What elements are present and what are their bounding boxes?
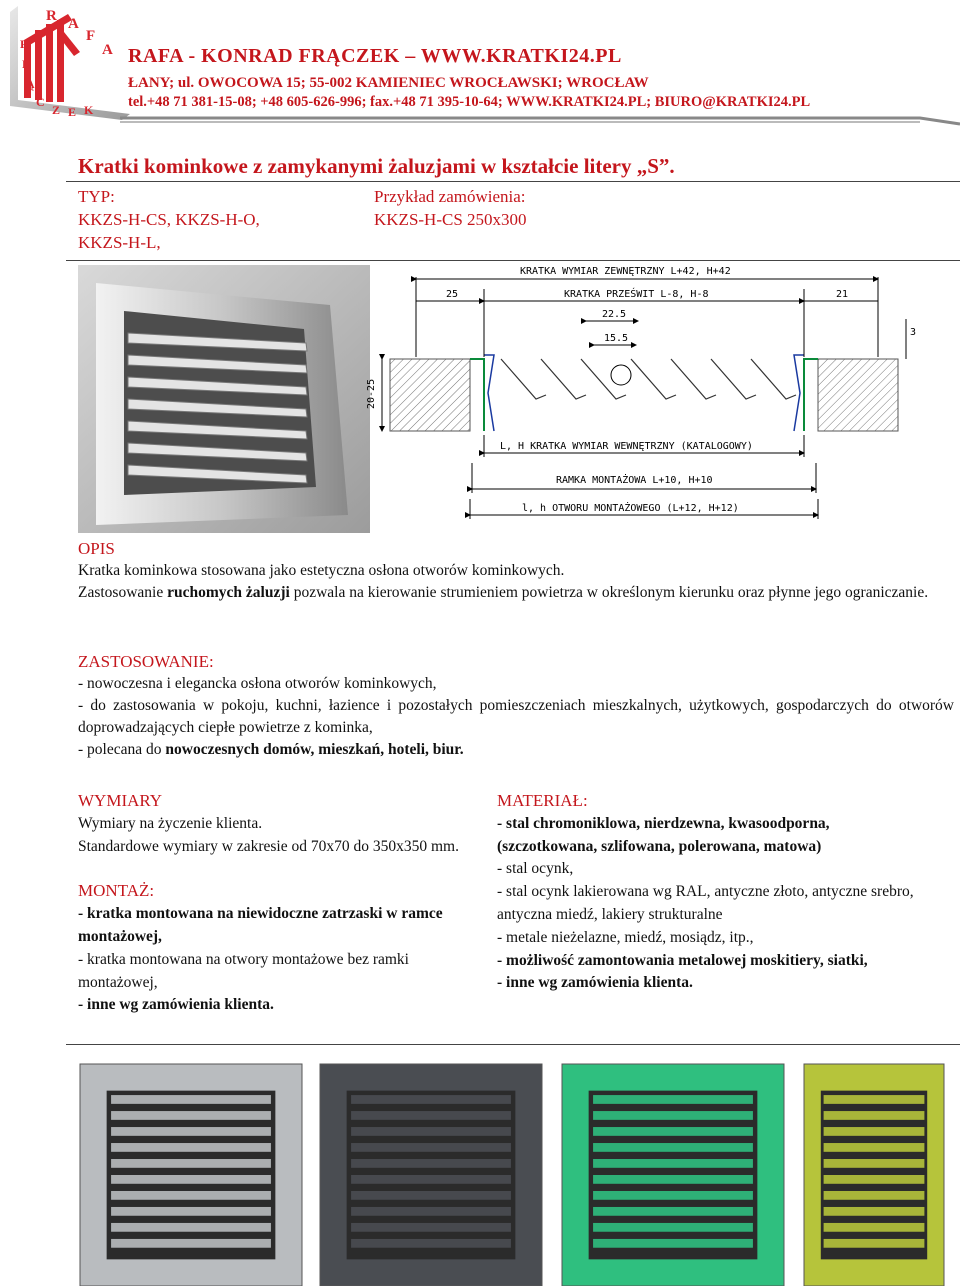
left-column	[78, 790, 478, 1017]
thumb-slat	[111, 1207, 271, 1216]
thumb-slat	[351, 1191, 511, 1200]
zastosowanie-item3	[78, 739, 954, 761]
thumb-slat	[351, 1143, 511, 1152]
wymiary-line1: Wymiary na życzenie klienta.	[78, 814, 263, 832]
thumb-slat	[824, 1223, 925, 1232]
dim-opening: l, h OTWORU MONTAŻOWEGO (L+12, H+12)	[522, 503, 739, 514]
company-address: ŁANY; ul. OWOCOWA 15; 55-002 KAMIENIEC WROCŁAWSKI; WROCŁAW	[128, 75, 649, 91]
type-label: TYP:	[78, 187, 115, 206]
thumb-slat	[111, 1159, 271, 1168]
thumb-slat	[593, 1159, 753, 1168]
bottom-rule	[66, 1044, 960, 1045]
dim-clear: KRATKA PRZEŚWIT L-8, H-8	[564, 289, 709, 300]
dim-22-5: 22.5	[602, 309, 627, 320]
dim-15-5: 15.5	[604, 333, 629, 344]
page-title: Kratki kominkowe z zamykanymi żaluzjami w kształcie litery „S”.	[78, 154, 675, 178]
svg-text:F: F	[86, 28, 96, 44]
svg-text:E: E	[68, 105, 77, 119]
thumb-slat	[111, 1095, 271, 1104]
technical-drawing	[366, 259, 924, 537]
thumb-slat	[593, 1143, 753, 1152]
svg-text:A: A	[102, 42, 113, 58]
thumb-slat	[824, 1207, 925, 1216]
thumb-slat	[824, 1191, 925, 1200]
title-rule	[66, 181, 960, 182]
thumb-slat	[593, 1191, 753, 1200]
material-item2: - stal ocynk,	[497, 860, 574, 878]
dim-inner: L, H KRATKA WYMIAR WEWNĘTRZNY (KATALOGOWY)	[500, 441, 753, 452]
product-photo	[78, 265, 370, 533]
zastosowanie-item3-b: nowoczesnych domów, mieszkań, hoteli, biur.	[165, 741, 464, 758]
wymiary-line2: Standardowe wymiary w zakresie od 70x70 do 350x350 mm.	[78, 837, 459, 855]
dim-20-25: 20-25	[366, 378, 377, 409]
company-contact: tel.+48 71 381-15-08; +48 605-626-996; fax.+48 71 395-10-64; WWW.KRATKI24.PL; BIURO@KRATKI24.PL	[128, 94, 811, 110]
thumb-slat	[111, 1191, 271, 1200]
thumb-slat	[824, 1239, 925, 1248]
thumb-slat	[351, 1095, 511, 1104]
thumb-slat	[111, 1111, 271, 1120]
material-item5: - możliwość zamontowania metalowej moskitiery, siatki,	[497, 951, 868, 969]
svg-text:K: K	[84, 103, 94, 117]
dim-25: 25	[446, 289, 459, 300]
thumb-slat	[824, 1095, 925, 1104]
order-example: KKZS-H-CS 250x300	[374, 210, 527, 229]
order-label: Przykład zamówienia:	[374, 187, 526, 206]
wymiary-title: WYMIARY	[78, 791, 163, 810]
thumb-slat	[593, 1175, 753, 1184]
thumb-slat	[593, 1127, 753, 1136]
type-block	[78, 185, 260, 254]
thumb-slat	[351, 1223, 511, 1232]
opis-p2-b: ruchomych żaluzji	[167, 584, 290, 601]
thumb-slat	[351, 1239, 511, 1248]
thumb-slat	[351, 1111, 511, 1120]
montaz-title: MONTAŻ:	[78, 881, 155, 901]
svg-text:Ą: Ą	[26, 77, 35, 91]
thumb-slat	[111, 1143, 271, 1152]
thumb-slat	[593, 1111, 753, 1120]
zastosowanie-title: ZASTOSOWANIE:	[78, 652, 214, 671]
zastosowanie-item1: - nowoczesna i elegancka osłona otworów kominkowych,	[78, 675, 437, 692]
dim-frame: RAMKA MONTAŻOWA L+10, H+10	[556, 475, 713, 486]
thumb-slat	[593, 1095, 753, 1104]
thumb-slat	[593, 1207, 753, 1216]
dim-3: 3	[910, 327, 917, 338]
thumb-slat	[111, 1239, 271, 1248]
order-block	[374, 185, 527, 231]
montaz-item2: - kratka montowana na otwory montażowe bez ramki montażowej,	[78, 950, 409, 991]
thumb-slat	[111, 1223, 271, 1232]
thumb-green	[562, 1064, 784, 1286]
logo-icon	[2, 2, 142, 120]
right-column	[497, 790, 927, 995]
company-name: RAFA - KONRAD FRĄCZEK – WWW.KRATKI24.PL	[128, 45, 622, 67]
thumb-slat	[111, 1175, 271, 1184]
dim-21: 21	[836, 289, 849, 300]
montaz-item3: - inne wg zamówienia klienta.	[78, 996, 274, 1014]
thumb-slat	[111, 1127, 271, 1136]
thumb-slat	[351, 1127, 511, 1136]
opis-p2-c: pozwala na kierowanie strumieniem powietrza w określonym kierunku oraz płynne jego ograniczanie.	[289, 584, 929, 601]
zastosowanie-section	[78, 651, 954, 761]
thumb-slat	[593, 1223, 753, 1232]
svg-text:R: R	[46, 8, 57, 24]
zastosowanie-item3-a: - polecana do	[78, 741, 166, 758]
header-underline	[120, 114, 960, 128]
material-item1: - stal chromoniklowa, nierdzewna, kwasoodporna, (szczotkowana, szlifowana, polerowana, matowa)	[497, 814, 830, 855]
thumb-slat	[824, 1111, 925, 1120]
thumb-slat	[351, 1175, 511, 1184]
opis-title: OPIS	[78, 539, 115, 558]
svg-text:R: R	[22, 57, 31, 71]
type-line2: KKZS-H-L,	[78, 233, 161, 252]
svg-text:Z: Z	[52, 103, 61, 117]
material-title: MATERIAŁ:	[497, 791, 588, 810]
material-item4: - metale nieżelazne, miedź, mosiądz, itp.,	[497, 928, 754, 946]
thumb-slat	[824, 1159, 925, 1168]
type-line1: KKZS-H-CS, KKZS-H-O,	[78, 210, 260, 229]
thumb-stainless	[80, 1064, 302, 1286]
svg-text:A: A	[68, 16, 79, 32]
thumb-antique-silver	[320, 1064, 542, 1286]
thumb-slat	[351, 1207, 511, 1216]
opis-line1: Kratka kominkowa stosowana jako estetyczna osłona otworów kominkowych.	[78, 562, 565, 579]
product-thumbnails	[80, 1064, 960, 1286]
opis-paragraph2	[78, 582, 954, 604]
zastosowanie-item2: - do zastosowania w pokoju, kuchni, łazience i pozostałych pomieszczeniach mieszkalnych, użytkowych, gospodarczych do otworów doprowadzających ciepłe powietrze z kominka,	[78, 697, 954, 736]
company-logo	[2, 2, 142, 120]
svg-text:F: F	[20, 37, 28, 51]
material-item3: - stal ocynk lakierowana wg RAL, antyczne złoto, antyczne srebro, antyczna miedź, lakiery strukturalne	[497, 883, 914, 923]
svg-text:C: C	[36, 95, 45, 109]
thumb-slat	[351, 1159, 511, 1168]
thumb-slat	[824, 1175, 925, 1184]
opis-p2-a: Zastosowanie	[78, 584, 168, 601]
thumb-slat	[593, 1239, 753, 1248]
thumb-slat	[824, 1127, 925, 1136]
opis-section	[78, 538, 954, 604]
material-item6: - inne wg zamówienia klienta.	[497, 974, 693, 992]
thumb-lime	[804, 1064, 944, 1286]
dim-outer: KRATKA WYMIAR ZEWNĘTRZNY L+42, H+42	[520, 266, 731, 277]
thumb-slat	[824, 1143, 925, 1152]
montaz-item1: - kratka montowana na niewidoczne zatrzaski w ramce montażowej,	[78, 905, 443, 945]
